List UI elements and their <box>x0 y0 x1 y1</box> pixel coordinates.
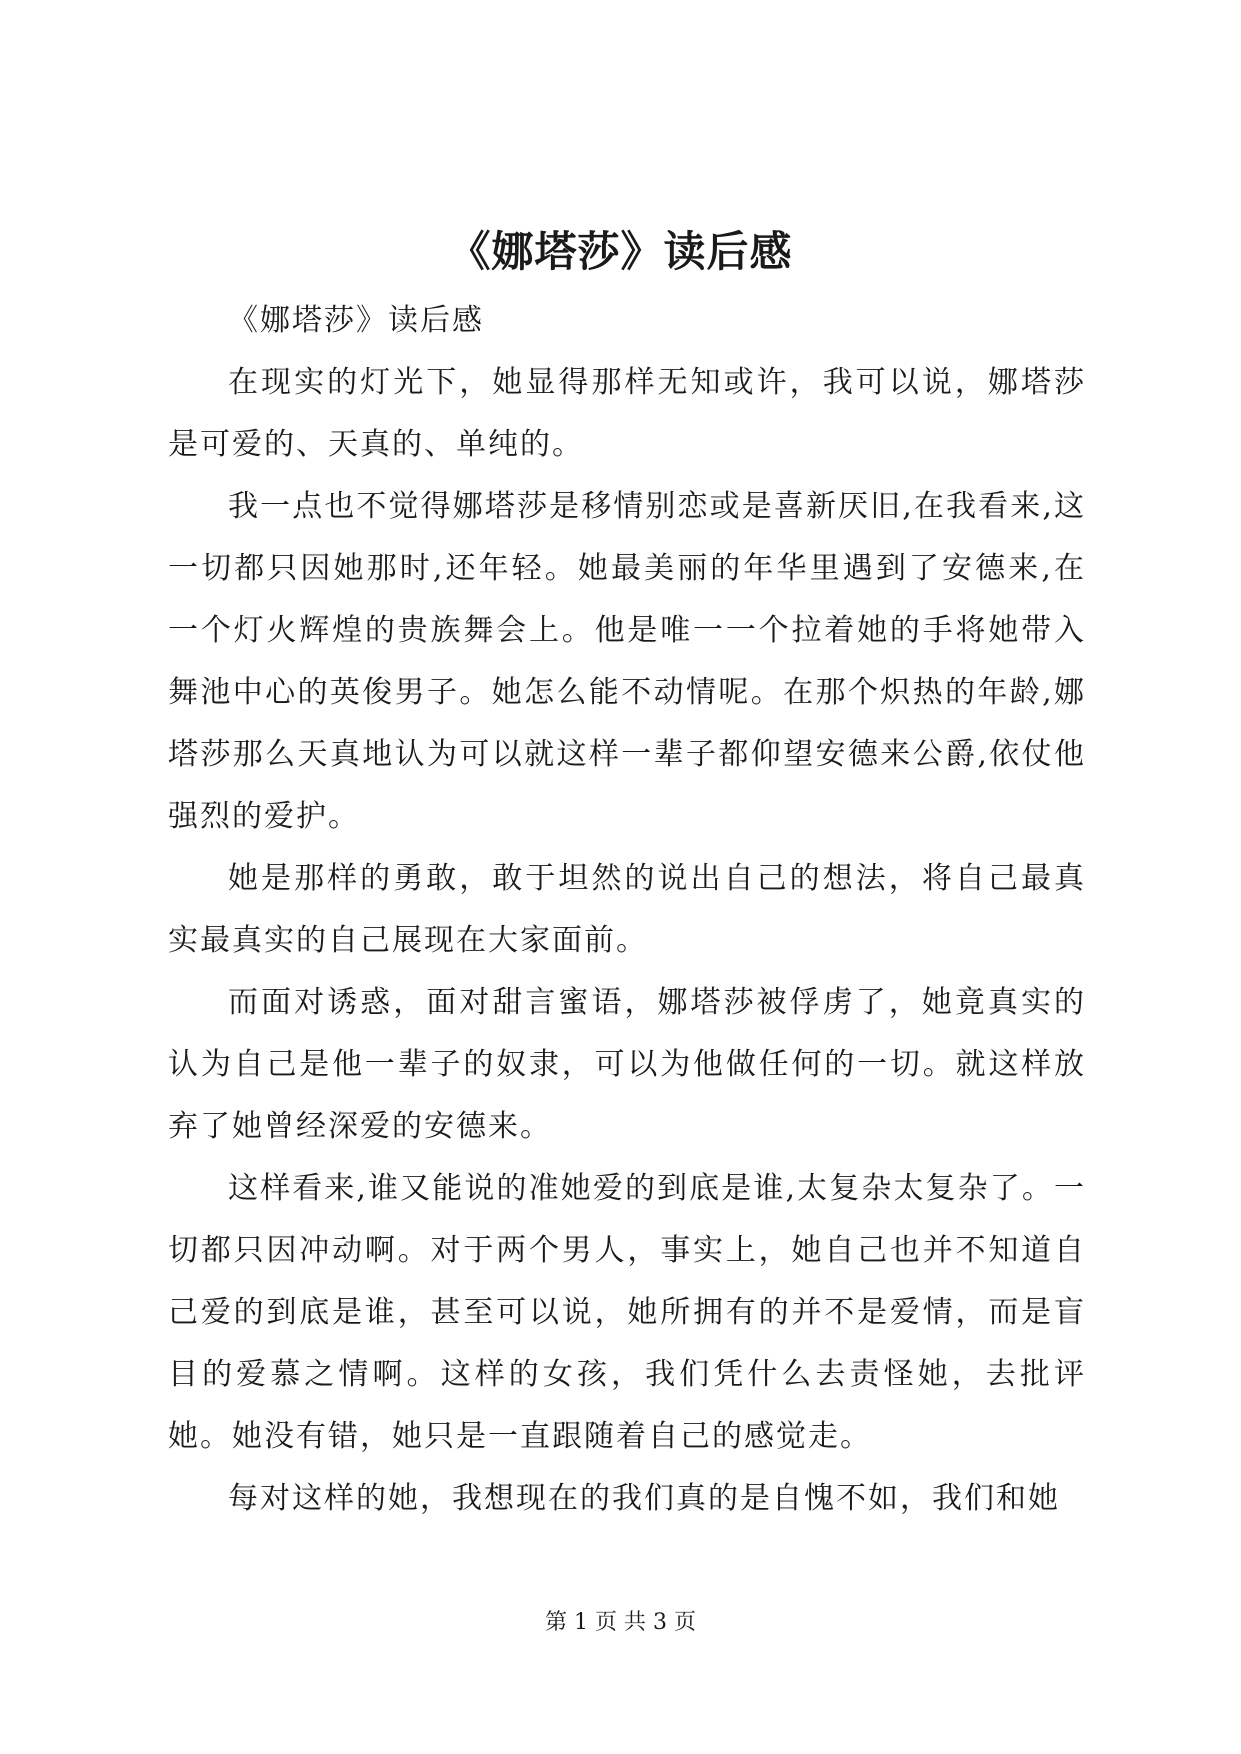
paragraph-5: 这样看来,谁又能说的准她爱的到底是谁,太复杂太复杂了。一切都只因冲动啊。对于两个男人，事实上，她自己也并不知道自己爱的到底是谁，甚至可以说，她所拥有的并不是爱情，而是盲目的爱慕之情啊。这样的女孩，我们凭什么去责怪她，去批评她。她没有错，她只是一直跟随着自己的感觉走。 <box>168 1171 1086 1454</box>
document-body <box>168 290 1086 1530</box>
paragraph-subtitle: 《娜塔莎》读后感 <box>228 303 484 338</box>
paragraph-6: 每对这样的她，我想现在的我们真的是自愧不如，我们和她 <box>228 1481 1060 1516</box>
paragraph-1: 在现实的灯光下，她显得那样无知或许，我可以说，娜塔莎是可爱的、天真的、单纯的。 <box>168 365 1086 462</box>
paragraph-4: 而面对诱惑，面对甜言蜜语，娜塔莎被俘虏了，她竟真实的认为自己是他一辈子的奴隶，可以为他做任何的一切。就这样放弃了她曾经深爱的安德来。 <box>168 985 1086 1144</box>
document-title: 《娜塔莎》读后感 <box>448 227 793 276</box>
paragraph-3: 她是那样的勇敢，敢于坦然的说出自己的想法，将自己最真实最真实的自己展现在大家面前。 <box>168 861 1086 958</box>
paragraph-2: 我一点也不觉得娜塔莎是移情别恋或是喜新厌旧,在我看来,这一切都只因她那时,还年轻。她最美丽的年华里遇到了安德来,在一个灯火辉煌的贵族舞会上。他是唯一一个拉着她的手将她带入舞池中心的英俊男子。她怎么能不动情呢。在那个炽热的年龄,娜塔莎那么天真地认为可以就这样一辈子都仰望安德来公爵,依仗他强烈的爱护。 <box>168 489 1086 834</box>
page-footer: 第 1 页 共 3 页 <box>545 1610 696 1635</box>
